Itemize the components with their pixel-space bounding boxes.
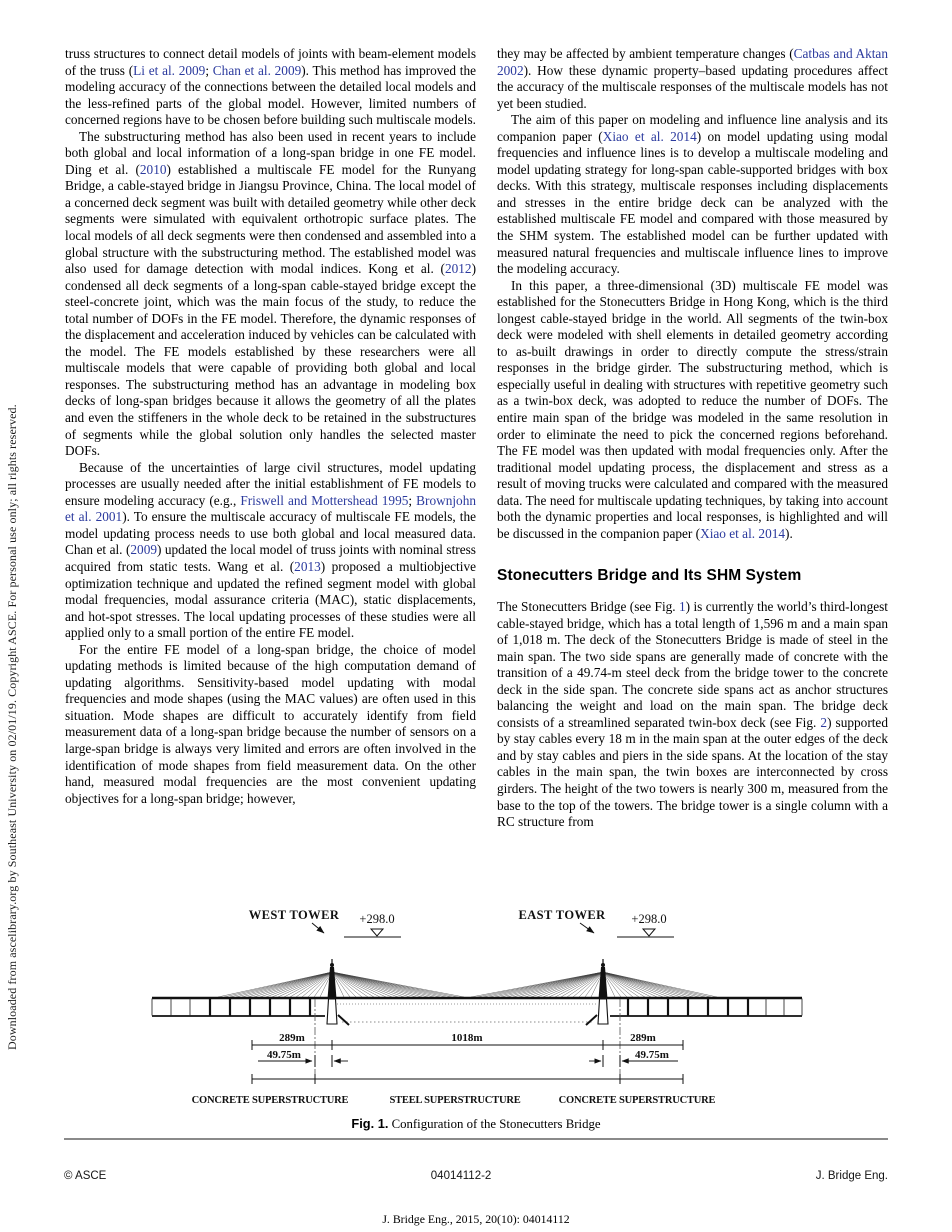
- paragraph: they may be affected by ambient temperature changes (Catbas and Aktan 2002). How these dynamic property–based updating procedures affect the accuracy of the multiscale responses of the multiscale models has not yet been studied.: [497, 46, 888, 111]
- figure-1-bridge-elevation: [60, 903, 895, 1115]
- paragraph: The Stonecutters Bridge (see Fig. 1) is currently the world’s third-longest cable-stayed bridge, which has a total length of 1,596 m and a main span of 1,018 m. The deck of the Stonecutters Bridge is made of steel in the main span. The two side spans are generally made of concrete with the transition of a 49.74-m steel deck from the bridge tower to the concrete deck in the side span. The concrete side spans act as anchor structures balancing the weight and load on the main span. The bridge deck consists of a streamlined separated twin-box deck (see Fig. 2) supported by stay cables every 18 m in the main span at the outer edges of the deck and by stay cables and piers in the side spans. At the location of the stay cables in the main span, the twin boxes are interconnected by cross girders. The height of the two towers is nearly 300 m, measured from the base to the top of the towers. The bridge tower is a single column with a RC structure from: [497, 598, 888, 830]
- download-watermark: Downloaded from ascelibrary.org by Southeast University on 02/01/19. Copyright ASCE. For personal use only; all rights reserved.: [5, 404, 19, 1050]
- east-tower-label: EAST TOWER: [518, 908, 606, 922]
- dim-main-span: 1018m: [451, 1032, 483, 1044]
- citation-link[interactable]: 2013: [294, 558, 321, 574]
- east-tower-annotation: [518, 908, 674, 937]
- east-tower: [586, 959, 608, 1025]
- paragraph: In this paper, a three-dimensional (3D) multiscale FE model was established for the Stonecutters Bridge in Hong Kong, which is the third longest cable-stayed bridge in the world. All segments of the twin-box deck were modeled with shell elements in detailed geometry according to as-built drawings in order to directly compute the stress/strain responses in the bridge girder. The substructuring method, which is especially useful in dealing with structures with repetitive geometry such as a twin-box deck, was adopted to reduce the number of DOFs. The entire main span of the bridge was modeled in the same resolution in order to eliminate the need to pick the concerned regions beforehand. The FE model was then updated with modal frequencies only. After the traditional model updating process, the displacement and stress as a result of moving trucks were calculated and compared with the measured data. The need for multiscale updating techniques, by taking into account both the dynamic properties and local responses, is highlighted and will be discussed in the companion paper (Xiao et al. 2014).: [497, 277, 888, 541]
- west-tower: [327, 959, 349, 1025]
- paragraph: The substructuring method has also been used in recent years to include both global and local information of a long-span bridge in one FE model. Ding et al. (2010) established a multiscale FE model for the Runyang Bridge, a cable-stayed bridge in Jiangsu Province, China. The local model of a concerned deck segment was built with detailed geometry while other deck segments were simulated with equivalent orthotropic surface plates. The local models of all deck segments were then condensed and assembled into a global structure with the substructuring method. The established model was also used for damage detection with modal indices. Kong et al. (2012) condensed all deck segments of a long-span cable-stayed bridge except the steel-concrete joint, which was the main focus of the study, to reduce the total number of DOFs in the FE model. Therefore, the dynamic responses of the displacement and acceleration induced by vehicles can be calculated with the model. The FE models established by these researchers were all multiscale models that were capable of providing both global and local responses. The substructuring method has an advantage in modeling box decks of long-span bridges because it allows the geometry of all the plates and even the stiffeners in the whole deck to be retained in the substructures of segments while the global solution only handles the selected master DOFs.: [65, 128, 476, 459]
- level-symbol: [643, 929, 655, 936]
- dim-transition-east: 49.75m: [635, 1049, 669, 1061]
- citation-link[interactable]: 2009: [130, 542, 157, 558]
- citation-link[interactable]: 2010: [139, 161, 167, 177]
- page-number: 04014112-2: [430, 1170, 492, 1182]
- citation-link[interactable]: Xiao et al. 2014: [602, 128, 697, 144]
- label-concrete-west: CONCRETE SUPERSTRUCTURE: [191, 1095, 349, 1106]
- side-span-piers: [152, 999, 802, 1016]
- citation-link[interactable]: 1: [679, 598, 686, 614]
- east-tower-side-span-cables: [603, 972, 717, 997]
- dimension-ticks: [315, 1055, 620, 1067]
- transition-dimensions: [258, 1049, 678, 1067]
- citation-link[interactable]: 2: [820, 714, 828, 730]
- citation-link[interactable]: Catbas and Aktan 2002: [497, 46, 888, 78]
- section-heading: Stonecutters Bridge and Its SHM System: [497, 567, 802, 585]
- dim-side-span-west: 289m: [279, 1032, 305, 1044]
- citation-link[interactable]: Xiao et al. 2014: [700, 525, 786, 541]
- citation-link[interactable]: Chan et al. 2009: [212, 62, 302, 78]
- figure-caption-text: Configuration of the Stonecutters Bridge: [388, 1117, 601, 1131]
- overall-dimension: [252, 1074, 683, 1084]
- paragraph: For the entire FE model of a long-span bridge, the choice of model updating methods is limited because of the high computation demand of updating algorithms. Sensitivity-based model updating with modal frequencies and mode shapes (using the MAC values) are often used in this situation. Mode shapes are difficult to accurately identify from field measurement data of a long-span bridge because the number of sensors on a large-span bridge is always very limited and errors are often involved in the identification of mode shapes from field measurement data. On the other hand, measured modal frequencies are the most convenient updating objectives for a long-span bridge; however,: [65, 641, 476, 806]
- superstructure-labels: [192, 1095, 716, 1106]
- paragraph: The aim of this paper on modeling and influence line analysis and its companion paper (Xiao et al. 2014) on model updating using modal frequencies and influence lines is to develop a multiscale modeling and model updating strategy for long-span cable-supported bridges with box decks. With this strategy, multiscale responses including displacements and stresses in the entire bridge deck can be analyzed with the established multiscale FE model and compared with those measured by the SHM system. The established model can be further updated with measured natural frequencies and multiscale influence lines to improve the modeling accuracy.: [497, 112, 888, 277]
- west-tower-main-span-cables: [332, 972, 464, 997]
- page-footer: [64, 1170, 888, 1182]
- left-text-column: [65, 46, 476, 807]
- figure-caption: [0, 1116, 952, 1132]
- level-symbol: [371, 929, 383, 936]
- paragraph: Because of the uncertainties of large civil structures, model updating processes are usually needed after the initial establishment of FE models to ensure modeling accuracy (e.g., Friswell and Mottershead 1995; Brownjohn et al. 2001). To ensure the multiscale accuracy of multiscale FE models, the model updating process needs to use both global and local measured data. Chan et al. (2009) updated the local model of truss joints with nominal stress acquired from static tests. Wang et al. (2013) proposed a multiobjective optimization technique and updated the refined segment model with global modal frequencies, modal assurance criteria (MAC), static displacements, and hot-spot stresses. The local updating processes of these studies were all applied only to a small portion of the entire FE model.: [65, 459, 476, 641]
- west-tower-side-span-cables: [218, 972, 332, 997]
- label-steel: STEEL SUPERSTRUCTURE: [389, 1095, 521, 1106]
- west-tower-annotation: [249, 908, 401, 937]
- west-tower-label: WEST TOWER: [248, 908, 340, 922]
- citation-link[interactable]: Brownjohn et al. 2001: [65, 492, 476, 525]
- west-elevation-label: +298.0: [359, 912, 395, 926]
- bridge-deck: [152, 998, 802, 1022]
- paragraph: truss structures to connect detail models of joints with beam-element models of the truss (Li et al. 2009; Chan et al. 2009). This method has improved the modeling accuracy of the connections between the detailed local models and the less-refined parts of the global model. However, limited numbers of concerned regions have to be chosen before building such multiscale models.: [65, 46, 476, 128]
- copyright-label: © ASCE: [64, 1170, 107, 1182]
- journal-name: J. Bridge Eng.: [815, 1170, 888, 1182]
- figure-caption-number: Fig. 1.: [351, 1116, 389, 1131]
- citation-line: J. Bridge Eng., 2015, 20(10): 04014112: [382, 1212, 570, 1226]
- dim-side-span-east: 289m: [630, 1032, 656, 1044]
- east-tower-main-span-cables: [471, 972, 603, 997]
- citation-link[interactable]: 2012: [444, 261, 472, 277]
- footer-divider: [64, 1138, 888, 1140]
- east-elevation-label: +298.0: [631, 912, 667, 926]
- dim-transition-west: 49.75m: [267, 1049, 301, 1061]
- citation-link[interactable]: Friswell and Mottershead 1995: [240, 492, 409, 508]
- label-concrete-east: CONCRETE SUPERSTRUCTURE: [558, 1095, 716, 1106]
- citation-link[interactable]: Li et al. 2009: [133, 62, 206, 78]
- right-text-column: [497, 46, 888, 831]
- span-dimensions: [252, 1032, 683, 1050]
